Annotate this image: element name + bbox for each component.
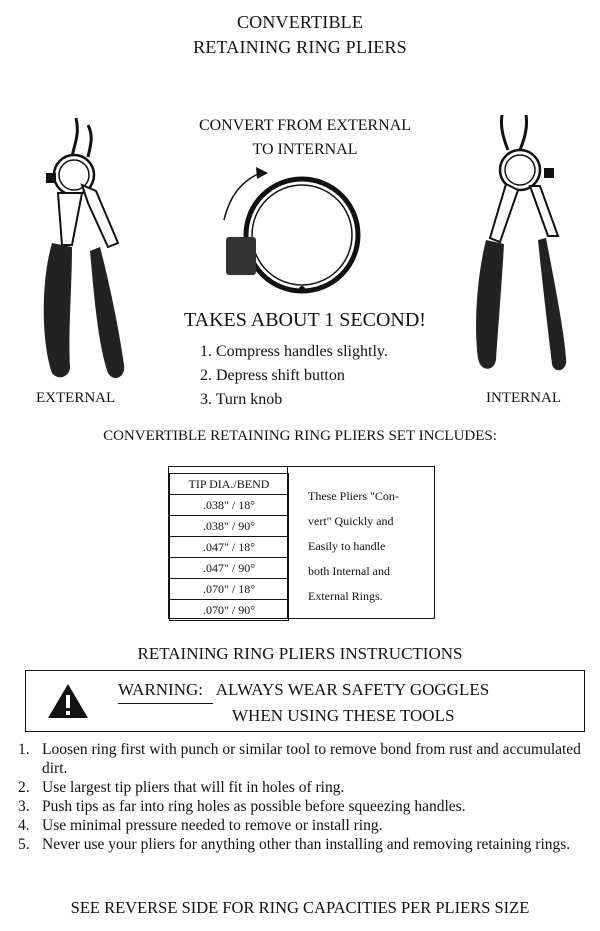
list-item [18,797,593,816]
page-title-line1: CONVERTIBLE [236,12,364,32]
list-item-number: 4. [18,817,30,834]
instructions-heading: RETAINING RING PLIERS INSTRUCTIONS [137,644,463,663]
note-line: These Pliers "Con- [308,489,399,503]
tip-row: .047" / 18° [170,537,289,558]
convert-line1: CONVERT FROM EXTERNAL [198,117,412,134]
external-pliers-illustration [38,115,138,385]
tip-row: .038" / 18° [170,495,289,516]
step-2: 2. Depress shift button [200,367,345,384]
list-item-number: 2. [18,779,30,796]
warning-line1 [118,680,489,700]
warning-text-2: WHEN USING THESE TOOLS [232,706,455,725]
step-1: 1. Compress handles slightly. [200,343,388,360]
note-line: External Rings. [308,589,383,603]
convert-caption [150,114,460,162]
list-item-number: 3. [18,798,30,815]
list-item-text: Loosen ring first with punch or similar tool to remove bond from rust and accumulated dirt. [42,741,581,777]
list-item [18,835,593,854]
instructions-list [18,740,593,854]
list-item-text: Use largest tip pliers that will fit in holes of ring. [42,779,345,796]
page-title-line2: RETAINING RING PLIERS [193,37,407,57]
note-line: both Internal and [308,564,390,578]
internal-label: INTERNAL [486,390,561,406]
set-includes-heading: CONVERTIBLE RETAINING RING PLIERS SET INCLUDES: [103,428,497,444]
tip-row: .070" / 18° [170,579,289,600]
tip-row: .070" / 90° [170,600,289,621]
internal-pliers-illustration [468,110,578,380]
list-item [18,778,593,797]
warning-triangle-icon [46,682,90,720]
list-item-text: Use minimal pressure needed to remove or install ring. [42,817,383,834]
tip-table-header: TIP DIA./BEND [170,474,289,495]
tip-row: .038" / 90° [170,516,289,537]
conversion-steps [200,340,388,412]
conversion-knob-illustration [212,165,372,300]
rotation-arrow-icon [256,167,268,179]
footer-note: SEE REVERSE SIDE FOR RING CAPACITIES PER PLIERS SIZE [70,898,530,917]
list-item-number: 5. [18,836,30,853]
takes-one-second-heading: TAKES ABOUT 1 SECOND! [184,309,426,331]
list-item-text: Push tips as far into ring holes as possible before squeezing handles. [42,798,466,815]
external-label: EXTERNAL [36,390,116,406]
warning-text-1: ALWAYS WEAR SAFETY GOGGLES [215,680,490,699]
warning-underline [118,703,213,704]
list-item-text: Never use your pliers for anything other than installing and removing retaining rings. [42,836,571,853]
warning-label: WARNING: [118,680,203,699]
note-line: Easily to handle [308,539,386,553]
convert-line2: TO INTERNAL [252,141,358,158]
tip-table [169,473,289,621]
list-item [18,816,593,835]
list-item-number: 1. [18,741,30,758]
pliers-note [287,466,435,619]
note-line: vert" Quickly and [308,514,394,528]
tip-row: .047" / 90° [170,558,289,579]
step-3: 3. Turn knob [200,391,283,408]
list-item [18,740,593,778]
